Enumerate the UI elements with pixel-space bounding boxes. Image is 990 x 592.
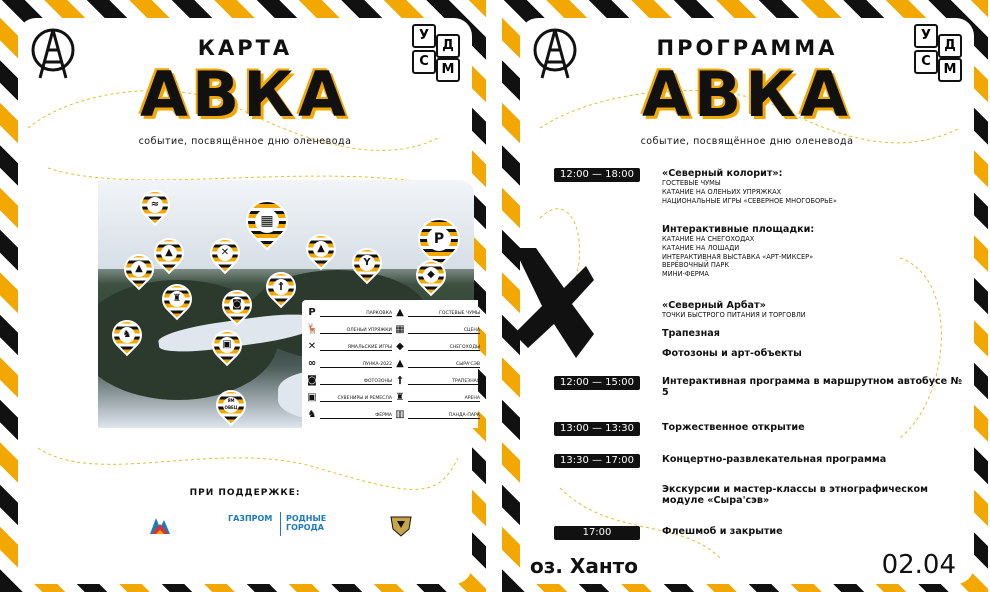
parking-icon: P (308, 307, 316, 318)
schedule-event (662, 224, 966, 279)
snowmobile-icon: ◆ (396, 341, 404, 352)
crossed-sticks-icon: ✕ (307, 341, 317, 352)
legend-label: АРЕНА (408, 396, 480, 402)
rings-icon: ∞ (307, 358, 317, 369)
udsm-letter: М (938, 58, 962, 82)
legend-item (394, 408, 482, 424)
crossed-sticks-icon: ✕ (217, 245, 233, 261)
pin-badge: ЯМ ОВЕЦ (223, 397, 239, 413)
legend-item (306, 391, 394, 407)
legend-item (394, 357, 482, 373)
time-badge: 13:00 — 13:30 (554, 422, 640, 436)
legend-item (394, 323, 482, 339)
event-detail: КАТАНИЕ НА ЛОШАДИ (662, 243, 740, 252)
time-badge: 12:00 — 15:00 (554, 376, 640, 390)
program-heading: ПРОГРАММА (656, 36, 838, 60)
horse-icon: ♞ (307, 409, 317, 420)
event-detail: НАЦИОНАЛЬНЫЕ ИГРЫ «СЕВЕРНОЕ МНОГОБОРЬЕ» (662, 196, 837, 205)
legend-item (394, 391, 482, 407)
legend-label: ФЕРМА (320, 413, 392, 419)
fork-knife-icon: † (273, 279, 289, 295)
event-location: оз. Ханто (530, 554, 638, 578)
legend-label: ФОТОЗОНЫ (320, 379, 392, 385)
legend-label: ЛУНКА-2022 (320, 362, 392, 368)
time-badge: 12:00 — 18:00 (554, 168, 640, 182)
udsm-letter: У (914, 24, 938, 48)
udsm-letter: Д (938, 34, 962, 58)
event-date: 02.04 (881, 550, 956, 580)
program-card (520, 18, 974, 584)
deer-sled-icon: 🦌 (306, 324, 319, 335)
schedule-event (662, 348, 966, 359)
schedule-event (662, 376, 966, 398)
shop-icon: ▣ (307, 392, 317, 403)
gazprom-logo: ГАЗПРОМ (228, 514, 273, 523)
region-logo-icon (146, 514, 174, 538)
event-detail: КАТАНИЕ НА ОЛЕНЬИХ УПРЯЖКАХ (662, 187, 782, 196)
tent-icon: ▲ (313, 241, 329, 257)
event-title: АВКА (642, 58, 852, 131)
map-legend (302, 300, 478, 428)
park-icon: ▥ (395, 409, 405, 420)
legend-item (306, 357, 394, 373)
legend-label: ГОСТЕВЫЕ ЧУМЫ (408, 311, 480, 317)
event-name: Экскурсии и мастер-классы в этнографическом модуле «Сыра'сэв» (662, 484, 928, 506)
camera-icon: ◙ (307, 375, 317, 386)
event-name: Интерактивная программа в маршрутном автобусе № 5 (662, 376, 963, 398)
sponsor-divider (280, 512, 281, 536)
camera-icon: ◙ (229, 297, 245, 313)
schedule-event (662, 454, 966, 465)
event-name: Флешмоб и закрытие (662, 526, 783, 537)
horse-icon: ♞ (119, 327, 135, 343)
schedule-event (662, 300, 966, 320)
udsm-letter: Д (436, 34, 460, 58)
event-name: Интерактивные площадки: (662, 224, 815, 235)
event-name: «Северный колорит»: (662, 168, 783, 179)
event-subtitle: событие, посвящённое дню оленевода (138, 136, 352, 147)
support-label: ПРИ ПОДДЕРЖКЕ: (189, 488, 301, 498)
event-name: Концертно-развлекательная программа (662, 454, 887, 465)
event-detail: ТОЧКИ БЫСТРОГО ПИТАНИЯ И ТОРГОВЛИ (662, 311, 806, 319)
schedule-event (662, 484, 966, 506)
chum-icon: ▲ (396, 358, 404, 369)
arena-icon: ♜ (169, 291, 185, 307)
stage-icon: ▦ (255, 209, 279, 233)
event-name: «Северный Арбат» (662, 300, 766, 311)
legend-label: ОЛЕНЬИ УПРЯЖКИ (320, 328, 392, 334)
schedule-event (662, 422, 966, 433)
crest-logo-icon (388, 512, 414, 538)
event-detail: КАТАНИЕ НА СНЕГОХОДАХ (662, 235, 755, 243)
event-title: АВКА (140, 58, 350, 131)
legend-item (306, 408, 394, 424)
tent-icon: ▲ (396, 307, 404, 318)
legend-label: СЫРА'СЭВ (408, 362, 480, 368)
legend-label: ТРАПЕЗНАЯ (408, 379, 480, 385)
event-name: Трапезная (662, 328, 720, 339)
shop-icon: ▣ (219, 337, 235, 353)
time-badge: 13:30 — 17:00 (554, 454, 640, 468)
legend-item (306, 374, 394, 390)
legend-label: ПАНДА-ПАРК (408, 413, 480, 419)
event-name: Фотозоны и арт-объекты (662, 348, 802, 359)
stage-icon: ▦ (395, 324, 405, 335)
udsm-letter: У (412, 24, 436, 48)
legend-item (306, 323, 394, 339)
legend-item (306, 306, 394, 322)
legend-label: СУВЕНИРЫ И РЕМЕСЛА (320, 396, 392, 402)
event-name: Торжественное открытие (662, 422, 805, 433)
event-detail: МИНИ-ФЕРМА (662, 270, 709, 279)
arena-icon: ♜ (395, 392, 405, 403)
event-subtitle: событие, посвящённое дню оленевода (640, 136, 854, 147)
snowmobile-icon: ◆ (423, 267, 439, 283)
parking-icon: P (427, 227, 451, 251)
black-cross-decoration (514, 248, 594, 358)
fork-knife-icon: † (397, 375, 403, 386)
udsm-letter: С (914, 50, 938, 74)
legend-item (306, 340, 394, 356)
tent-icon: ▲ (131, 261, 147, 277)
udsm-letter: С (412, 50, 436, 74)
schedule-event (662, 328, 966, 339)
schedule-event (662, 526, 966, 537)
schedule-event (662, 168, 966, 205)
legend-label: СНЕГОХОДЫ (408, 345, 480, 351)
program-poster (502, 0, 988, 592)
chum-icon: ▲ (161, 245, 177, 261)
native-cities-logo: РОДНЫЕ ГОРОДА (286, 514, 327, 532)
udsm-letter: М (436, 58, 460, 82)
map-card (18, 18, 480, 584)
legend-item (394, 306, 482, 322)
event-detail: ГОСТЕВЫЕ ЧУМЫ (662, 179, 721, 187)
sled-icon: ≈ (147, 197, 163, 213)
legend-item (394, 340, 482, 356)
map-poster (0, 0, 486, 592)
legend-label: ПАРКОВКА (320, 311, 392, 317)
map-heading: КАРТА (197, 36, 293, 60)
legend-item (394, 374, 482, 390)
time-badge: 17:00 (554, 526, 640, 540)
event-detail: ВЕРЁВОЧНЫЙ ПАРК (662, 261, 729, 270)
legend-label: ЯМАЛЬСКИЕ ИГРЫ (320, 345, 392, 351)
legend-label: СЦЕНА (408, 328, 480, 334)
event-detail: ИНТЕРАКТИВНАЯ ВЫСТАВКА «АРТ-МИКСЕР» (662, 252, 814, 261)
deer-sled-icon: Y (359, 255, 375, 271)
